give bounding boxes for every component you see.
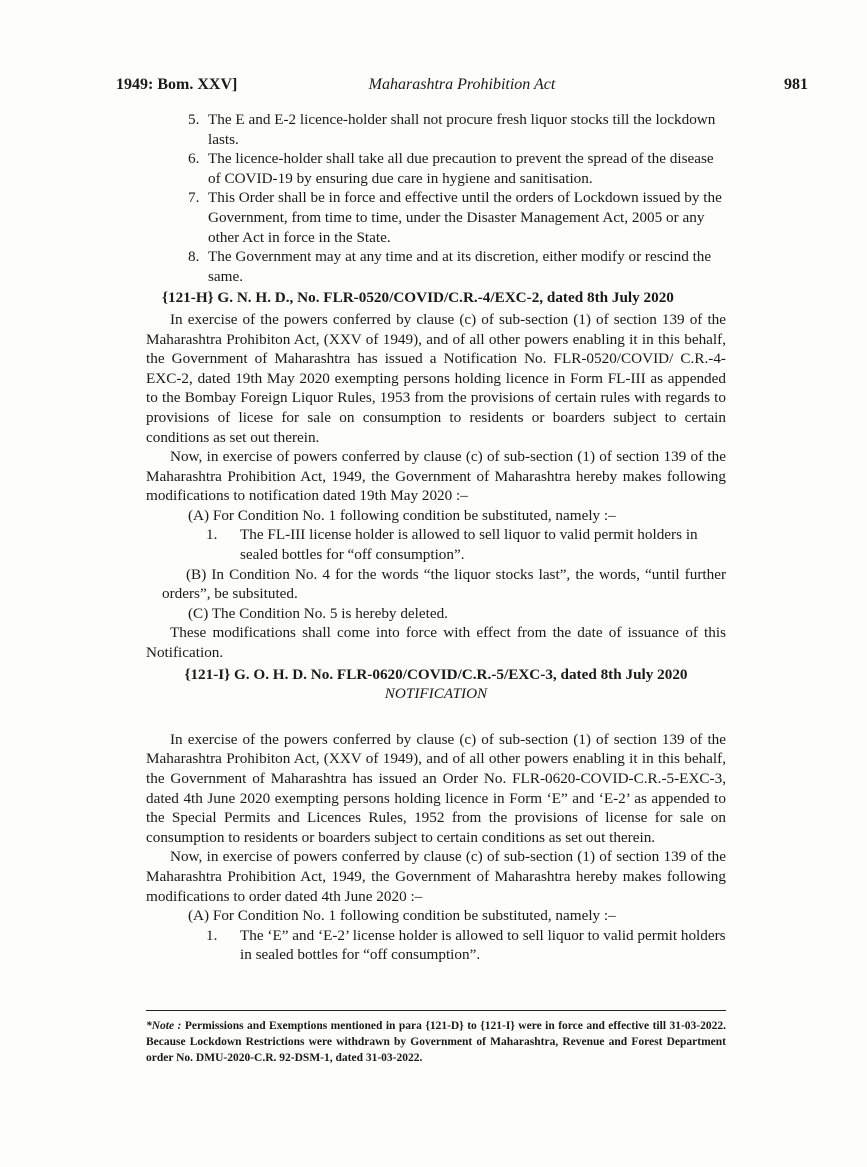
list-item: [188, 247, 726, 286]
sub-item-number: 1.: [206, 526, 218, 544]
page-header: [116, 76, 808, 98]
section-121h-closing: These modifications shall come into force with effect from the date of issuance of this Notification.: [146, 624, 726, 662]
list-item-number: 7.: [188, 189, 200, 207]
footnote-label: *Note :: [146, 1020, 182, 1032]
list-item-text: The licence-holder shall take all due precaution to prevent the spread of the disease of COVID-19 by ensuring due care in hygiene and sanitisation.: [208, 150, 714, 187]
section-heading-121h: {121-H} G. N. H. D., No. FLR-0520/COVID/C.R.-4/EXC-2, dated 8th July 2020: [162, 289, 674, 307]
header-title: Maharashtra Prohibition Act: [368, 76, 556, 93]
condition-a: (A) For Condition No. 1 following condition be substituted, namely :–: [188, 907, 616, 925]
list-item-number: 8.: [188, 248, 200, 266]
condition-c: (C) The Condition No. 5 is hereby deleted.: [188, 604, 448, 622]
sub-item-number: 1.: [206, 926, 218, 944]
list-item: [188, 149, 726, 188]
header-act-reference: 1949: Bom. XXV]: [116, 76, 238, 93]
list-item-text: The E and E-2 licence-holder shall not procure fresh liquor stocks till the lockdown lasts.: [208, 111, 716, 148]
section-121i-paragraph-2: Now, in exercise of powers conferred by clause (c) of sub-section (1) of section 139 of the Maharashtra Prohibition Act, 1949, the Government of Maharashtra hereby makes following modifications to order dated 4th June 2020 :–: [146, 848, 726, 905]
sub-item: [206, 525, 726, 564]
list-item-text: This Order shall be in force and effective until the orders of Lockdown issued by the Government, from time to time, under the Disaster Management Act, 2005 or any other Act in force in the State.: [208, 189, 722, 246]
notification-label: NOTIFICATION: [384, 685, 488, 703]
sub-item: [206, 926, 726, 965]
sub-item-text: The ‘E” and ‘E-2’ license holder is allowed to sell liquor to valid permit holders in sealed bottles for “off consumption”.: [240, 926, 726, 964]
list-item-number: 5.: [188, 111, 200, 128]
page-body: [146, 110, 726, 965]
list-item-number: 6.: [188, 150, 200, 168]
section-121h-paragraph-2: Now, in exercise of powers conferred by clause (c) of sub-section (1) of section 139 of the Maharashtra Prohibition Act, 1949, the Government of Maharashtra hereby makes following modifications to notification dated 19th May 2020 :–: [146, 448, 726, 505]
condition-a: (A) For Condition No. 1 following condition be substituted, namely :–: [188, 506, 616, 524]
footnote-divider: [146, 1010, 726, 1011]
section-heading-121i: {121-I} G. O. H. D. No. FLR-0620/COVID/C.R.-5/EXC-3, dated 8th July 2020: [184, 665, 688, 683]
section-121i-paragraph-1: In exercise of the powers conferred by clause (c) of sub-section (1) of section 139 of the Maharashtra Prohibiton Act, (XXV of 1949), and of all other powers enabling it in this behalf, the Government of Maharashtra has issued an Order No. FLR-0620-COVID-C.R.-5-EXC-3, dated 4th June 2020 exempting persons holding licence in Form ‘E” and ‘E-2’ as appended to the Special Permits and Licences Rules, 1952 from the provisions of license for sale on consumption to residents or boarders subject to certain conditions as set out therein.: [146, 730, 726, 846]
section-121h-paragraph-1: In exercise of the powers conferred by clause (c) of sub-section (1) of section 139 of the Maharashtra Prohibiton Act, (XXV of 1949), and of all other powers enabling it in this behalf, the Government of Maharashtra has issued a Notification No. FLR-0520/COVID/ C.R.-4-EXC-2, dated 19th May 2020 exempting persons holding licence in Form FL-III as appended to the Bombay Foreign Liquor Rules, 1953 from the provisions of certain rules with regards to provisions of licese for sale on consumption to residents or boarders subject to certain conditions as set out therein.: [146, 310, 726, 446]
list-item: [188, 110, 726, 149]
page-number: 981: [784, 76, 808, 93]
list-item: [188, 188, 726, 247]
sub-item-text: The FL-III license holder is allowed to sell liquor to valid permit holders in sealed bottles for “off consumption”.: [240, 526, 698, 564]
condition-b: (B) In Condition No. 4 for the words “the liquor stocks last”, the words, “until further orders”, be subsituted.: [162, 565, 726, 603]
footnote: [146, 1018, 726, 1066]
list-item-text: The Government may at any time and at its discretion, either modify or rescind the same.: [208, 248, 712, 285]
footnote-text: Permissions and Exemptions mentioned in para {121-D} to {121-I} were in force and effective till 31-03-2022. Because Lockdown Restrictions were withdrawn by Government of Maharashtra, Revenue and Forest Department order No. DMU-2020-C.R. 92-DSM-1, dated 31-03-2022.: [146, 1020, 726, 1064]
